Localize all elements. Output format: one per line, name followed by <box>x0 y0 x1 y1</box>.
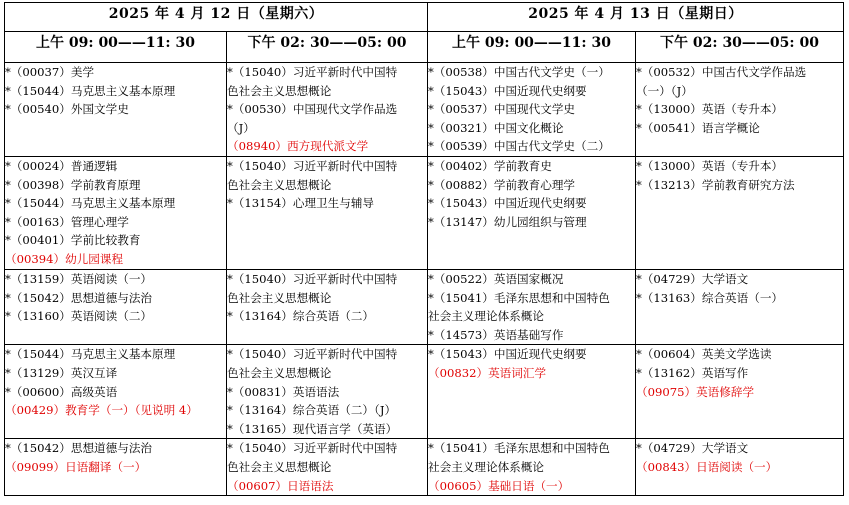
exam-course-line-highlighted: （00394）幼儿园课程 <box>5 251 124 266</box>
exam-course-line-highlighted: （09075）英语修辞学 <box>636 384 755 399</box>
date-header-row <box>5 3 844 32</box>
exam-course-line: *（00398）学前教育原理 <box>5 177 141 192</box>
exam-course-line: *（00024）普通逻辑 <box>5 158 118 173</box>
major-row <box>5 269 844 344</box>
schedule-cell <box>5 269 227 344</box>
schedule-cell <box>636 345 844 439</box>
exam-course-line: *（00540）外国文学史 <box>5 102 129 117</box>
schedule-cell <box>227 156 428 269</box>
exam-course-line: *（04729）大学语文 <box>636 441 749 456</box>
exam-course-line: *（00882）学前教育心理学 <box>428 177 576 192</box>
exam-course-line: 社会主义理论体系概论 <box>428 309 544 324</box>
exam-course-line: *（13164）综合英语（二）（J） <box>227 403 397 418</box>
schedule-cell <box>428 63 636 157</box>
exam-course-line: *（13165）现代语言学（英语） <box>227 421 398 436</box>
major-row <box>5 63 844 157</box>
exam-course-line: （J） <box>227 120 255 135</box>
exam-course-line: *（00402）学前教育史 <box>428 158 552 173</box>
exam-course-line: *（15044）马克思主义基本原理 <box>5 83 176 98</box>
exam-course-line: *（13163）综合英语（一） <box>636 290 784 305</box>
exam-course-line: 色社会主义思想概论 <box>227 290 332 305</box>
schedule-cell <box>428 439 636 496</box>
exam-course-line-highlighted: （00832）英语词汇学 <box>428 365 547 380</box>
exam-course-line: *（15042）思想道德与法治 <box>5 441 153 456</box>
exam-course-line: *（15040）习近平新时代中国特 <box>227 441 398 456</box>
exam-course-line-highlighted: （08940）西方现代派文学 <box>227 139 369 154</box>
schedule-cell <box>5 439 227 496</box>
exam-course-line-highlighted: （00605）基础日语（一） <box>428 478 570 493</box>
exam-schedule-table <box>4 2 844 496</box>
exam-course-line: *（13129）英汉互译 <box>5 365 118 380</box>
exam-course-line: *（13159）英语阅读（一） <box>5 271 153 286</box>
exam-course-line: *（15040）习近平新时代中国特 <box>227 158 398 173</box>
exam-course-line: *（00530）中国现代文学作品选 <box>227 102 398 117</box>
exam-course-line: 色社会主义思想概论 <box>227 83 332 98</box>
schedule-cell <box>227 63 428 157</box>
exam-course-line: （一）（J） <box>636 83 693 98</box>
exam-course-line: 色社会主义思想概论 <box>227 177 332 192</box>
exam-course-line: *（04729）大学语文 <box>636 271 749 286</box>
exam-course-line-highlighted: （00607）日语语法 <box>227 478 334 493</box>
exam-course-line: *（00321）中国文化概论 <box>428 120 564 135</box>
exam-course-line: *（15040）习近平新时代中国特 <box>227 65 398 79</box>
session-header-day1-morning: 上午 09: 00——11: 30 <box>5 32 227 63</box>
exam-course-line: *（00037）美学 <box>5 65 95 79</box>
exam-course-line: *（13000）英语（专升本） <box>636 158 784 173</box>
exam-course-line: *（00163）管理心理学 <box>5 214 129 229</box>
exam-course-line: *（15044）马克思主义基本原理 <box>5 347 176 362</box>
schedule-cell <box>5 156 227 269</box>
schedule-cell <box>227 345 428 439</box>
major-row <box>5 156 844 269</box>
exam-course-line: *（13164）综合英语（二） <box>227 309 375 324</box>
schedule-cell <box>428 345 636 439</box>
exam-course-line: *（00401）学前比较教育 <box>5 233 141 248</box>
exam-course-line: *（15040）习近平新时代中国特 <box>227 271 398 286</box>
exam-course-line: *（15043）中国近现代史纲要 <box>428 347 587 362</box>
exam-course-line: *（13147）幼儿园组织与管理 <box>428 214 587 229</box>
exam-course-line: *（15042）思想道德与法治 <box>5 290 153 305</box>
schedule-cell <box>227 439 428 496</box>
major-row <box>5 439 844 496</box>
exam-course-line: *（00538）中国古代文学史（一） <box>428 65 610 79</box>
exam-course-line: 社会主义理论体系概论 <box>428 459 544 474</box>
exam-course-line: *（13154）心理卫生与辅导 <box>227 196 375 211</box>
exam-course-line: *（00600）高级英语 <box>5 384 118 399</box>
exam-course-line: *（13162）英语写作 <box>636 365 749 380</box>
major-row <box>5 345 844 439</box>
exam-course-line: *（15043）中国近现代史纲要 <box>428 196 587 211</box>
exam-course-line: *（00522）英语国家概况 <box>428 271 564 286</box>
exam-course-line: *（15041）毛泽东思想和中国特色 <box>428 290 610 305</box>
schedule-cell <box>636 63 844 157</box>
exam-course-line: *（15040）习近平新时代中国特 <box>227 347 398 362</box>
exam-course-line-highlighted: （00843）日语阅读（一） <box>636 459 778 474</box>
exam-course-line: *（13000）英语（专升本） <box>636 102 784 117</box>
schedule-cell <box>636 156 844 269</box>
date-header-day1: 2025 年 4 月 12 日（星期六） <box>5 3 428 32</box>
schedule-cell <box>636 439 844 496</box>
exam-course-line: *（00831）英语语法 <box>227 384 340 399</box>
exam-course-line: *（00604）英美文学选读 <box>636 347 772 362</box>
exam-course-line: *（15041）毛泽东思想和中国特色 <box>428 441 610 456</box>
exam-course-line: *（13160）英语阅读（二） <box>5 309 153 324</box>
exam-course-line: *（00532）中国古代文学作品选 <box>636 65 807 79</box>
exam-course-line: *（00537）中国现代文学史 <box>428 102 576 117</box>
schedule-cell <box>5 63 227 157</box>
session-header-day2-afternoon: 下午 02: 30——05: 00 <box>636 32 844 63</box>
schedule-cell <box>636 269 844 344</box>
session-header-day1-afternoon: 下午 02: 30——05: 00 <box>227 32 428 63</box>
exam-course-line-highlighted: （00429）教育学（一）（见说明 4） <box>5 403 198 418</box>
schedule-cell <box>428 156 636 269</box>
date-header-day2: 2025 年 4 月 13 日（星期日） <box>428 3 844 32</box>
exam-course-line: *（14573）英语基础写作 <box>428 327 564 342</box>
exam-course-line: *（15044）马克思主义基本原理 <box>5 196 176 211</box>
schedule-cell <box>5 345 227 439</box>
schedule-cell <box>428 269 636 344</box>
exam-course-line: *（00539）中国古代文学史（二） <box>428 139 610 154</box>
exam-course-line: *（13213）学前教育研究方法 <box>636 177 795 192</box>
schedule-cell <box>227 269 428 344</box>
exam-course-line-highlighted: （09099）日语翻译（一） <box>5 459 147 474</box>
exam-course-line: 色社会主义思想概论 <box>227 459 332 474</box>
session-header-day2-morning: 上午 09: 00——11: 30 <box>428 32 636 63</box>
exam-course-line: 色社会主义思想概论 <box>227 365 332 380</box>
session-header-row <box>5 32 844 63</box>
exam-course-line: *（15043）中国近现代史纲要 <box>428 83 587 98</box>
exam-course-line: *（00541）语言学概论 <box>636 120 760 135</box>
